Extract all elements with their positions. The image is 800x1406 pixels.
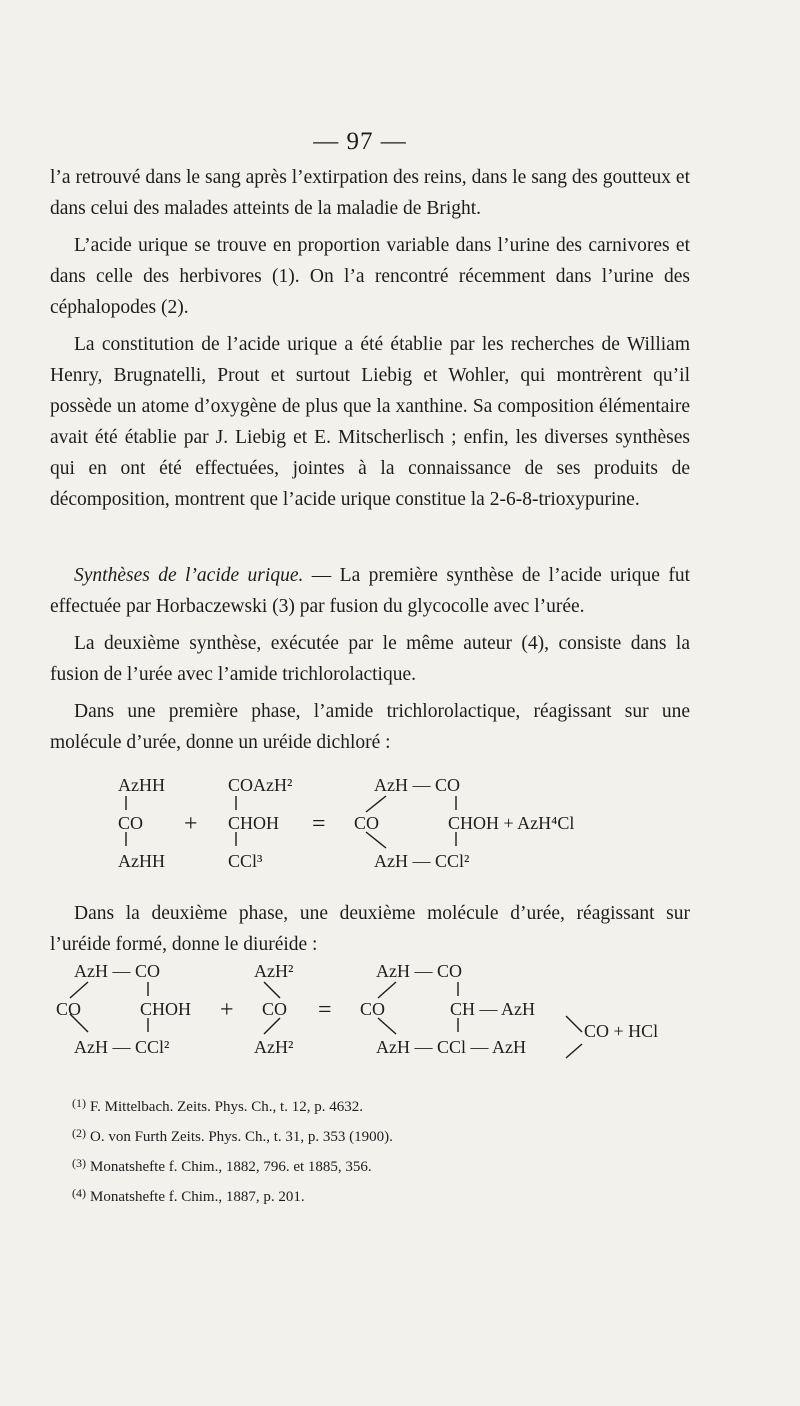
footnote-mark: (3)	[72, 1156, 86, 1170]
paragraph-1: l’a retrouvé dans le sang après l’extirpation des reins, dans le sang des goutteux et dans celui des malades atteints de la maladie de Bright.	[50, 167, 690, 219]
formula-1-plus: +	[184, 811, 198, 837]
footnotes	[72, 1090, 632, 1210]
footnote-mark: (1)	[72, 1096, 86, 1110]
formula-2-c1: AzH — CO	[376, 961, 462, 981]
footnote	[72, 1090, 632, 1120]
formula-1-b2: CHOH	[228, 813, 280, 833]
paragraph-4	[50, 560, 690, 622]
bond-line	[264, 1018, 280, 1034]
formula-2-c2b: CH — AzH	[450, 999, 535, 1019]
footnote-text: F. Mittelbach. Zeits. Phys. Ch., t. 12, p. 4632.	[90, 1099, 363, 1115]
formula-2-a2: CO	[56, 999, 82, 1019]
formula-1	[118, 772, 638, 882]
footnote-text: Monatshefte f. Chim., 1887, p. 201.	[90, 1189, 305, 1205]
paragraph-7: Dans la deuxième phase, une deuxième molécule d’urée, réagissant sur l’uréide formé, donne le diuréide :	[50, 903, 690, 955]
bond-line	[566, 1044, 582, 1058]
footnote-text: Monatshefte f. Chim., 1882, 796. et 1885, 356.	[90, 1159, 372, 1175]
formula-1-c3: AzH — CCl²	[374, 851, 470, 871]
bond-line	[366, 832, 386, 848]
section-heading: Synthèses de l’acide urique.	[74, 565, 304, 586]
formula-2-plus: +	[220, 997, 234, 1023]
formula-2-a1: AzH — CO	[74, 961, 160, 981]
paragraph-2: L’acide urique se trouve en proportion variable dans l’urine des carnivores et dans celle des herbivores (1). On l’a rencontré récemment dans l’urine des céphalopodes (2).	[50, 235, 690, 318]
formula-2-c2: CO	[360, 999, 386, 1019]
bond-line	[378, 982, 396, 998]
formula-1-a3: AzHH	[118, 851, 165, 871]
bond-line	[70, 982, 88, 998]
footnote-text: O. von Furth Zeits. Phys. Ch., t. 31, p. 353 (1900).	[90, 1129, 393, 1145]
formula-2-a2b: CHOH	[140, 999, 192, 1019]
formula-2-b2: CO	[262, 999, 288, 1019]
formula-1-a2: CO	[118, 813, 144, 833]
text-block-lower	[50, 898, 690, 960]
paragraph-6: Dans une première phase, l’amide trichlorolactique, réagissant sur une molécule d’urée, donne un uréide dichloré :	[50, 701, 690, 753]
footnote	[72, 1150, 632, 1180]
formula-1-b3: CCl³	[228, 851, 263, 871]
footnote-mark: (4)	[72, 1186, 86, 1200]
bond-line	[566, 1016, 582, 1032]
formula-1-d2: CHOH + AzH⁴Cl	[448, 813, 575, 833]
footnote	[72, 1120, 632, 1150]
text-block-top	[50, 162, 690, 515]
formula-2-b3: AzH²	[254, 1037, 294, 1057]
formula-1-c1: AzH — CO	[374, 775, 460, 795]
page-number: — 97 —	[313, 128, 407, 155]
formula-2-c3: AzH — CCl — AzH	[376, 1037, 526, 1057]
formula-1-b1: COAzH²	[228, 775, 293, 795]
formula-1-equals: =	[312, 811, 326, 837]
formula-1-c2: CO	[354, 813, 380, 833]
paragraph-4-text: — La première synthèse de l’acide urique fut effectuée par Horbaczewski (3) par fusion du glycocolle avec l’urée.	[50, 565, 691, 617]
bond-line	[366, 796, 386, 812]
formula-1-a1: AzHH	[118, 775, 165, 795]
formula-2	[56, 958, 706, 1078]
bond-line	[378, 1018, 396, 1034]
paragraph-3: La constitution de l’acide urique a été établie par les recherches de William Henry, Brugnatelli, Prout et surtout Liebig et Wohler, qui montrèrent qu’il possède un atome d’oxygène de plus que la xanthine. Sa composition élémentaire avait été établie par J. Liebig et E. Mitscherlisch ; enfin, les diverses synthèses qui en ont été effectuées, jointes à la connaissance de ses produits de décomposition, montrent que l’acide urique constitue la 2-6-8-trioxypurine.	[50, 334, 690, 510]
footnote	[72, 1180, 632, 1210]
footnote-mark: (2)	[72, 1126, 86, 1140]
formula-2-a3: AzH — CCl²	[74, 1037, 170, 1057]
formula-2-equals: =	[318, 997, 332, 1023]
paragraph-5: La deuxième synthèse, exécutée par le même auteur (4), consiste dans la fusion de l’urée avec l’amide trichlorolactique.	[50, 633, 690, 685]
formula-2-d2: CO + HCl	[584, 1021, 659, 1041]
bond-line	[264, 982, 280, 998]
formula-2-b1: AzH²	[254, 961, 294, 981]
text-block-middle	[50, 560, 690, 758]
